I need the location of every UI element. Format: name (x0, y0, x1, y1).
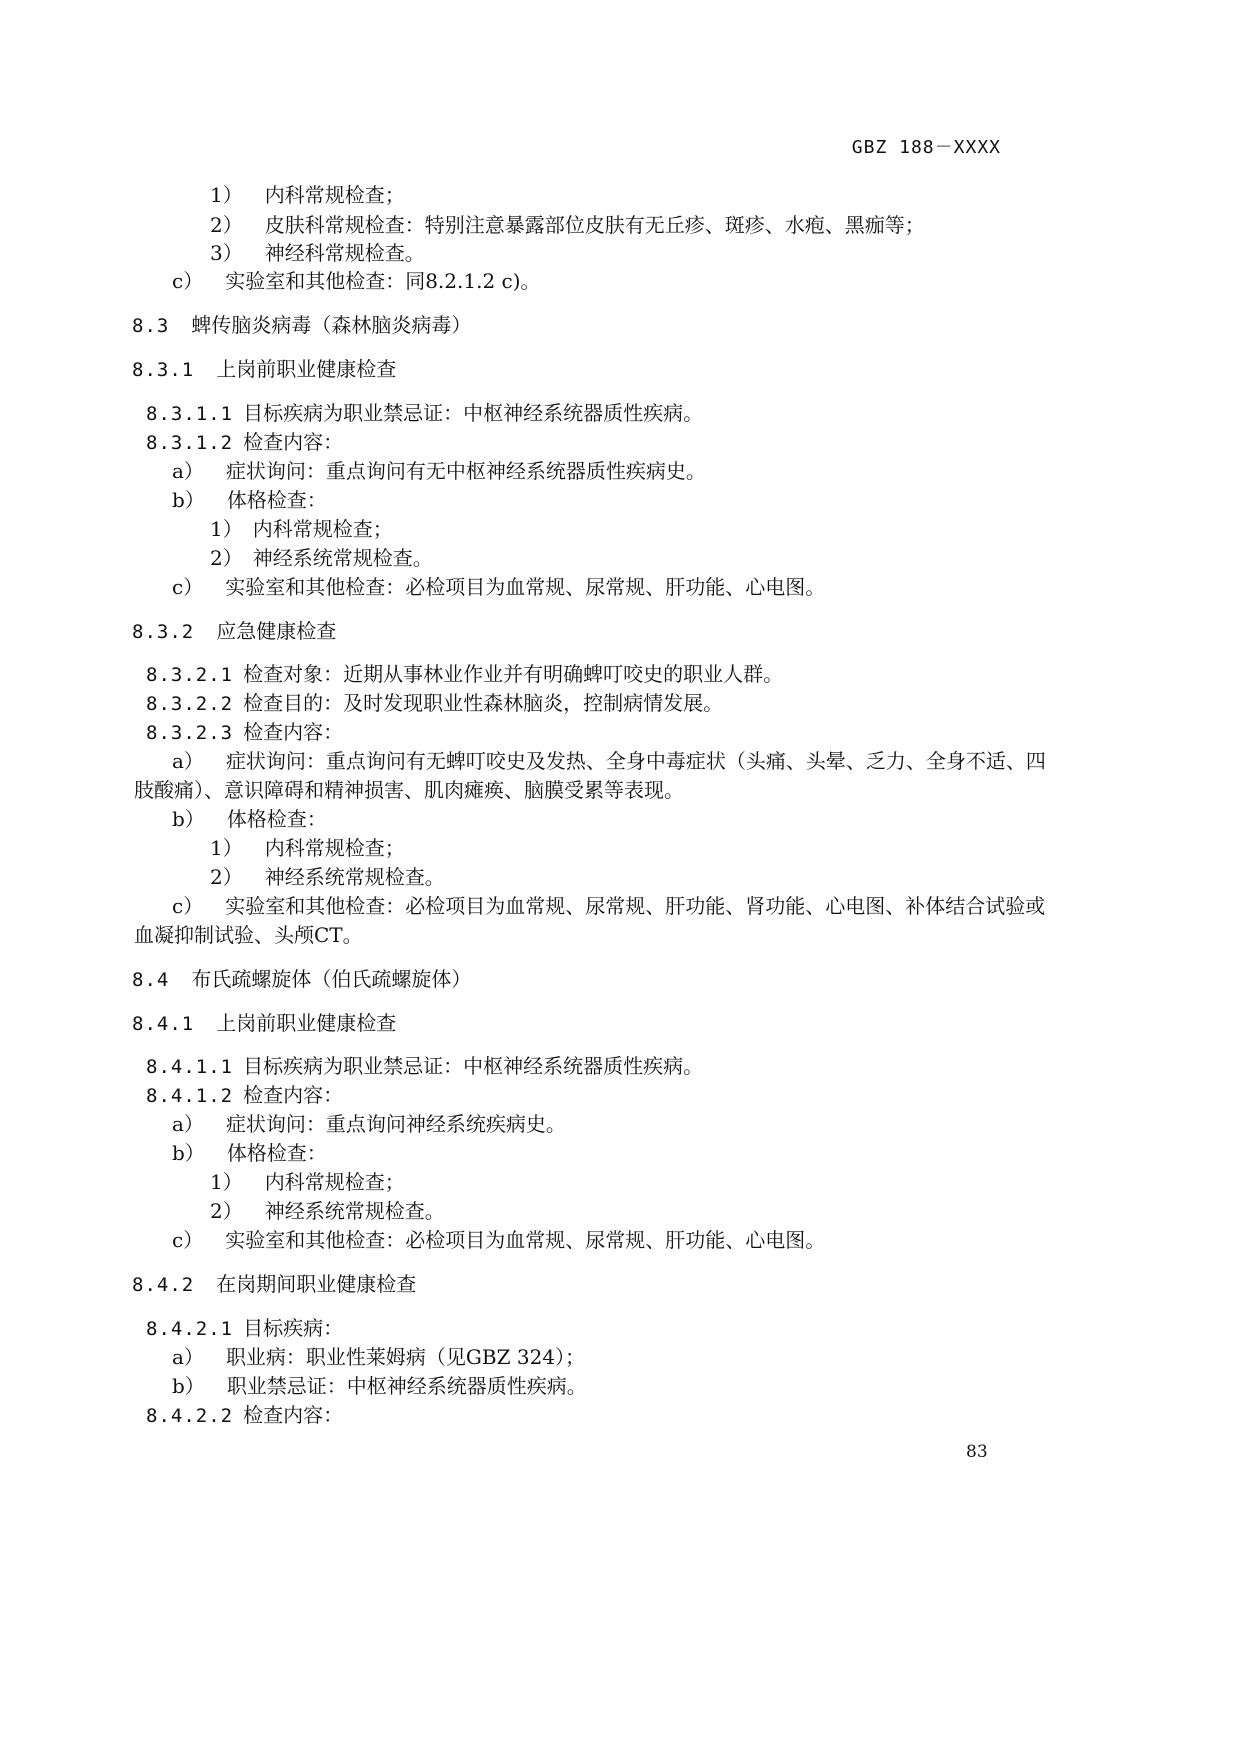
list-item: 2） 神经系统常规检查。 (210, 546, 433, 570)
list-item: a） 职业病：职业性莱姆病（见GBZ 324）； (172, 1345, 586, 1369)
clause: 8.3.2.3 检查内容： (146, 720, 344, 744)
clause: 8.3.1.1 目标疾病为职业禁忌证：中枢神经系统器质性疾病。 (146, 401, 704, 425)
clause: 8.3.2.2 检查目的：及时发现职业性森林脑炎，控制病情发展。 (146, 691, 724, 715)
list-item: b） 体格检查： (172, 488, 327, 512)
clause: 8.3.1.2 检查内容： (146, 430, 344, 454)
list-item: c） 实验室和其他检查：必检项目为血常规、尿常规、肝功能、心电图。 (172, 1228, 826, 1252)
section-heading: 8.3.2 应急健康检查 (132, 619, 337, 643)
page-number: 83 (966, 1442, 988, 1462)
clause: 8.3.2.1 检查对象：近期从事林业作业并有明确蜱叮咬史的职业人群。 (146, 662, 784, 686)
list-item: 1） 内科常规检查； (210, 1170, 405, 1194)
clause: 8.4.1.2 检查内容： (146, 1083, 344, 1107)
list-item: 2） 皮肤科常规检查：特别注意暴露部位皮肤有无丘疹、斑疹、水疱、黑痂等； (210, 213, 925, 237)
list-item: 2） 神经系统常规检查。 (210, 865, 445, 889)
list-item-continued: 血凝抑制试验、头颅CT。 (134, 923, 363, 947)
section-heading: 8.4.2 在岗期间职业健康检查 (132, 1272, 417, 1296)
section-heading: 8.3 蜱传脑炎病毒（森林脑炎病毒） (132, 313, 472, 337)
list-item: a） 症状询问：重点询问有无中枢神经系统器质性疾病史。 (172, 459, 706, 483)
list-item-continued: 肢酸痛）、意识障碍和精神损害、肌肉瘫痪、脑膜受累等表现。 (134, 778, 684, 802)
list-item: 2） 神经系统常规检查。 (210, 1199, 445, 1223)
clause: 8.4.1.1 目标疾病为职业禁忌证：中枢神经系统器质性疾病。 (146, 1054, 704, 1078)
list-item: 1） 内科常规检查； (210, 183, 405, 207)
list-item: b） 职业禁忌证：中枢神经系统器质性疾病。 (172, 1374, 587, 1398)
list-item: b） 体格检查： (172, 807, 327, 831)
clause: 8.4.2.2 检查内容： (146, 1403, 344, 1427)
section-heading: 8.4 布氏疏螺旋体（伯氏疏螺旋体） (132, 967, 472, 991)
section-heading: 8.4.1 上岗前职业健康检查 (132, 1011, 397, 1035)
list-item: c） 实验室和其他检查：必检项目为血常规、尿常规、肝功能、肾功能、心电图、补体结合试验或 (172, 894, 1046, 918)
doc-code: GBZ 188－XXXX (851, 137, 1001, 158)
list-item: c） 实验室和其他检查：同8.2.1.2 c)。 (172, 269, 541, 293)
list-item: 1） 内科常规检查； (210, 517, 393, 541)
list-item: 3） 神经科常规检查。 (210, 241, 425, 265)
list-item: a） 症状询问：重点询问神经系统疾病史。 (172, 1112, 566, 1136)
clause: 8.4.2.1 目标疾病： (146, 1316, 344, 1340)
list-item: c） 实验室和其他检查：必检项目为血常规、尿常规、肝功能、心电图。 (172, 575, 826, 599)
list-item: b） 体格检查： (172, 1141, 327, 1165)
section-heading: 8.3.1 上岗前职业健康检查 (132, 357, 397, 381)
list-item: 1） 内科常规检查； (210, 836, 405, 860)
list-item: a） 症状询问：重点询问有无蜱叮咬史及发热、全身中毒症状（头痛、头晕、乏力、全身不适、四 (172, 749, 1046, 773)
